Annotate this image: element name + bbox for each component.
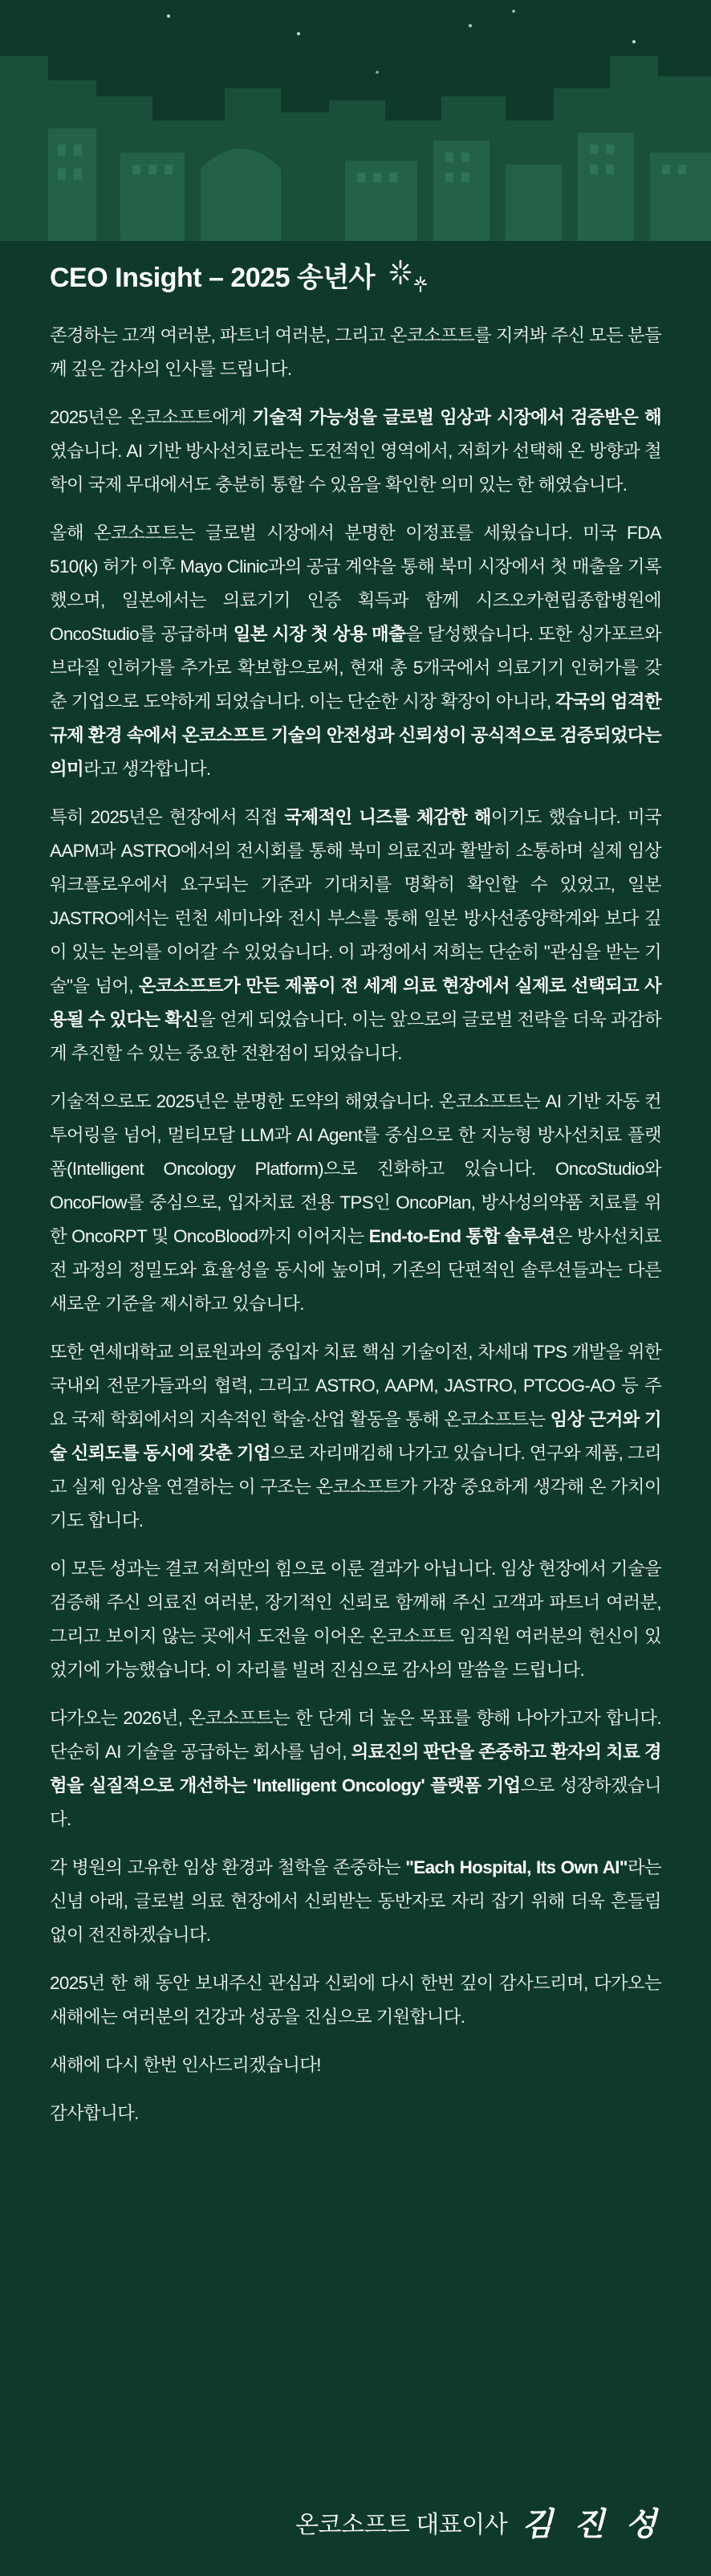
body-paragraph bbox=[50, 2048, 661, 2082]
paragraph-text: 2025년 한 해 동안 보내주신 관심과 신뢰에 다시 한번 깊이 감사드리며, 다가오는 새해에는 여러분의 건강과 성공을 진심으로 기원합니다. bbox=[50, 1973, 661, 2027]
paragraph-text: 특히 2025년은 현장에서 직접 bbox=[50, 807, 285, 827]
body-paragraph bbox=[50, 1085, 661, 1321]
paragraph-text: 새해에 다시 한번 인사드리겠습니다! bbox=[50, 2055, 321, 2075]
paragraph-text: 으로 성장하겠습니다. bbox=[50, 1775, 661, 1829]
emphasis-text: 국제적인 니즈를 체감한 해 bbox=[284, 807, 491, 827]
emphasis-text: End-to-End 통합 솔루션 bbox=[368, 1226, 555, 1246]
signature-name: 김 진 성 bbox=[522, 2505, 661, 2543]
paragraph-text: 2025년은 온코소프트에게 bbox=[50, 407, 253, 427]
body-paragraph bbox=[50, 1335, 661, 1538]
paragraph-text: 이 모든 성과는 결코 저희만의 힘으로 이룬 결과가 아닙니다. 임상 현장에서 기술을 검증해 주신 의료진 여러분, 장기적인 신뢰로 함께해 주신 고객과 파트너 여러분, 그리고 보이지 않는 곳에서 도전을 이어온 온코소프트 임직원 여러분의 헌신이 있었기에 가능했습니다. 이 자리를 빌려 진심으로 감사의 말씀을 드립니다. bbox=[50, 1559, 661, 1680]
body-paragraph bbox=[50, 1552, 661, 1687]
paragraph-text: 라고 생각합니다. bbox=[83, 759, 211, 779]
emphasis-text: 임상 근거와 기술 신뢰도를 동시에 갖춘 기업 bbox=[50, 1409, 661, 1463]
body-paragraph bbox=[50, 801, 661, 1070]
body-paragraph bbox=[50, 1702, 661, 1836]
paragraph-text: 이기도 했습니다. 미국 AAPM과 ASTRO에서의 전시회를 통해 북미 의료진과 활발히 소통하며 실제 임상 워크플로우에서 요구되는 기준과 기대치를 명확히 확인할 수 있었고, 일본 JASTRO에서는 런천 세미나와 전시 부스를 통해 일본 방사선종양학계와 보다 깊이 있는 논의를 이어갈 수 있었습니다. 이 과정에서 저희는 단순히 "관심을 받는 기술"을 넘어, bbox=[50, 807, 661, 996]
paragraph-text: 라는 신념 아래, 글로벌 의료 현장에서 신뢰받는 동반자로 자리 잡기 위해 더욱 흔들림 없이 전진하겠습니다. bbox=[50, 1857, 661, 1945]
paragraph-text: 각 병원의 고유한 임상 환경과 철학을 존중하는 bbox=[50, 1857, 406, 1877]
paragraph-text: 을 달성했습니다. 또한 싱가포르와 브라질 인허가를 추가로 확보함으로써, 현재 총 5개국에서 의료기기 인허가를 갖춘 기업으로 도약하게 되었습니다. 이는 단순한 시장 확장이 아니라, bbox=[50, 624, 661, 711]
body-paragraph bbox=[50, 516, 661, 786]
body-paragraph bbox=[50, 1851, 661, 1952]
paragraph-text: 은 방사선치료 전 과정의 정밀도와 효율성을 동시에 높이며, 기존의 단편적인 솔루션들과는 다른 새로운 기준을 제시하고 있습니다. bbox=[50, 1226, 662, 1314]
body-paragraph bbox=[50, 401, 661, 502]
paragraph-text: 다가오는 2026년, 온코소프트는 한 단계 더 높은 목표를 향해 나아가고자 합니다.단순히 AI 기술을 공급하는 회사를 넘어, bbox=[50, 1708, 661, 1762]
signature bbox=[295, 2499, 661, 2545]
city-skyline-illustration bbox=[0, 0, 711, 241]
body-paragraph bbox=[50, 319, 661, 386]
paragraph-text: 였습니다. AI 기반 방사선치료라는 도전적인 영역에서, 저희가 선택해 온 방향과 철학이 국제 무대에서도 충분히 통할 수 있음을 확인한 의미 있는 한 해였습니다. bbox=[50, 441, 661, 495]
emphasis-text: 각국의 엄격한 규제 환경 속에서 온코소프트 기술의 안전성과 신뢰성이 공식적으로 검증되었다는 의미 bbox=[50, 691, 662, 779]
paragraph-text: 감사합니다. bbox=[50, 2103, 139, 2123]
paragraph-text: 기술적으로도 2025년은 분명한 도약의 해였습니다. 온코소프트는 AI 기반 자동 컨투어링을 넘어, 멀티모달 LLM과 AI Agent를 중심으로 한 지능형 방사선치료 플랫폼(Intelligent Oncology Platform)으로 진화하고 있습니다. OncoStudio와 OncoFlow를 중심으로, 입자치료 전용 TPS인 OncoPlan, 방사성의약품 치료를 위한 OncoRPT 및 OncoBlood까지 이어지는 bbox=[50, 1091, 661, 1246]
title-row bbox=[50, 255, 661, 295]
paragraph-text: 또한 연세대학교 의료원과의 중입자 치료 핵심 기술이전, 차세대 TPS 개발을 위한 국내외 전문가들과의 협력, 그리고 ASTRO, AAPM, JASTRO, PTCOG-AO 등 주요 국제 학회에서의 지속적인 학술·산업 활동을 통해 온코소프트는 bbox=[50, 1342, 661, 1429]
paragraph-text: 올해 온코소프트는 글로벌 시장에서 분명한 이정표를 세웠습니다. 미국 FDA 510(k) 허가 이후 Mayo Clinic과의 공급 계약을 통해 북미 시장에서 첫 매출을 기록했으며, 일본에서는 의료기기 인증 획득과 함께 시즈오카현립종합병원에 OncoStudio를 공급하며 bbox=[50, 523, 661, 644]
letter-content bbox=[50, 255, 661, 2145]
emphasis-text: "Each Hospital, Its Own AI" bbox=[405, 1857, 628, 1877]
paragraph-text: 으로 자리매김해 나가고 있습니다. 연구와 제품, 그리고 실제 임상을 연결하는 이 구조는 온코소프트가 가장 중요하게 생각해 온 가치이기도 합니다. bbox=[50, 1443, 661, 1531]
emphasis-text: 일본 시장 첫 상용 매출 bbox=[233, 624, 406, 644]
paragraph-text: 을 얻게 되었습니다. 이는 앞으로의 글로벌 전략을 더욱 과감하게 추진할 수 있는 중요한 전환점이 되었습니다. bbox=[50, 1009, 661, 1063]
emphasis-text: 기술적 가능성을 글로벌 임상과 시장에서 검증받은 해 bbox=[252, 407, 661, 427]
emphasis-text: 온코소프트가 만든 제품이 전 세계 의료 현장에서 실제로 선택되고 사용될 수 있다는 확신 bbox=[50, 976, 661, 1029]
sparkle-icon bbox=[386, 258, 429, 293]
page-title: CEO Insight – 2025 송년사 bbox=[50, 263, 375, 293]
letter-body bbox=[50, 319, 661, 2130]
signature-label: 온코소프트 대표이사 bbox=[295, 2511, 508, 2538]
emphasis-text: 의료진의 판단을 존중하고 환자의 치료 경험을 실질적으로 개선하는 'Intelligent Oncology' 플랫폼 기업 bbox=[50, 1742, 661, 1795]
paragraph-text: 존경하는 고객 여러분, 파트너 여러분, 그리고 온코소프트를 지켜봐 주신 모든 분들께 깊은 감사의 인사를 드립니다. bbox=[50, 325, 661, 379]
body-paragraph bbox=[50, 2097, 661, 2130]
body-paragraph bbox=[50, 1967, 661, 2034]
